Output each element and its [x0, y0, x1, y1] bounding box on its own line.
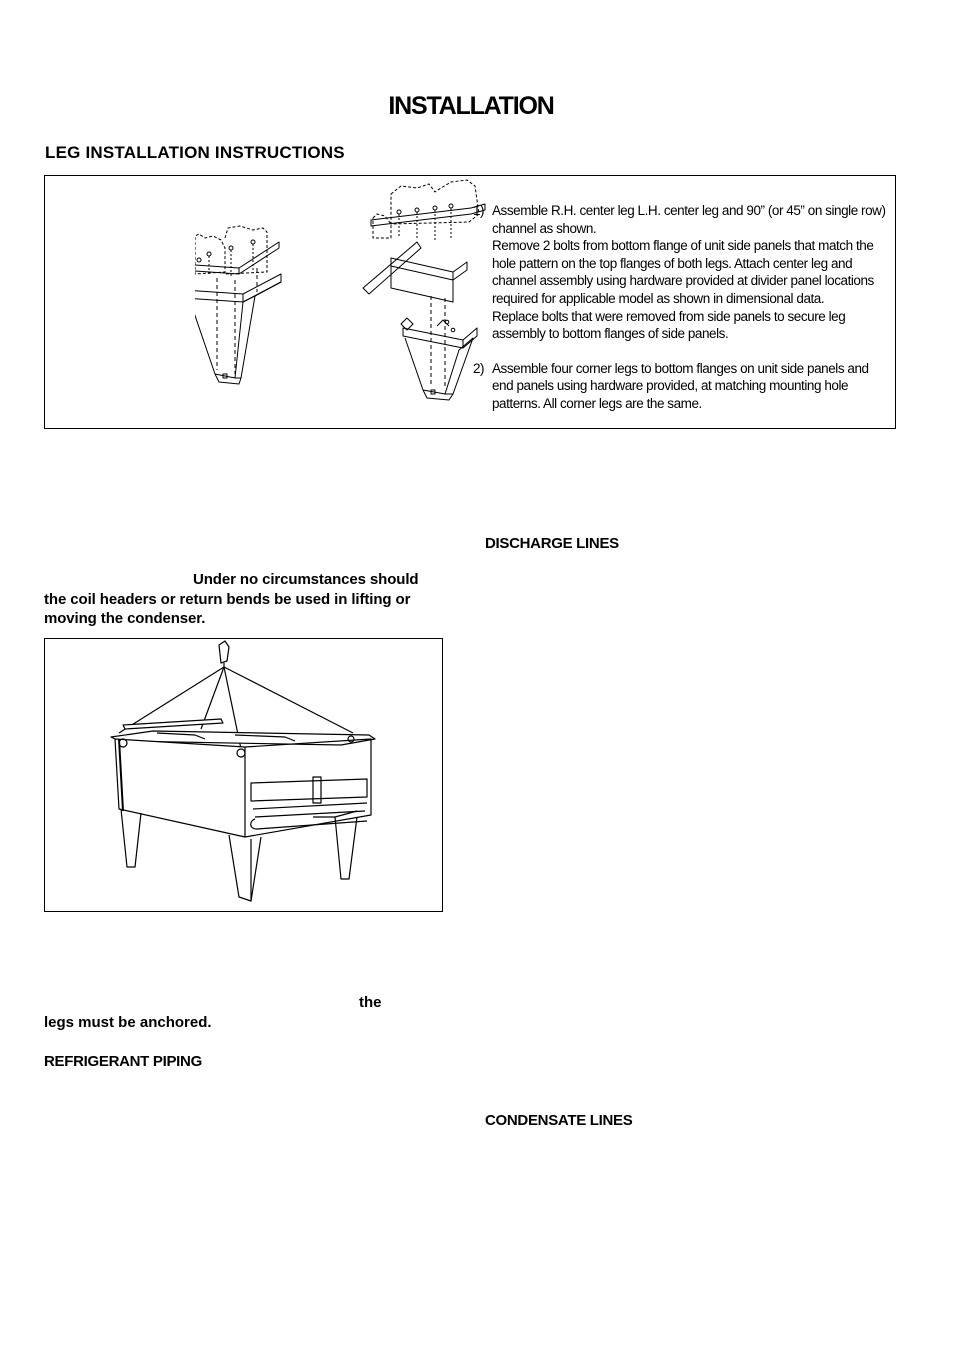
leg-installation-heading: LEG INSTALLATION INSTRUCTIONS: [45, 143, 345, 162]
step-text: Replace bolts that were removed from side panels to secure leg assembly to bottom flanges of side panels.: [492, 308, 846, 342]
lifting-warning-rest: the coil headers or return bends be used in lifting or moving the condenser.: [44, 590, 411, 627]
condensate-lines-heading: CONDENSATE LINES: [485, 1112, 633, 1129]
instruction-step-1: [473, 202, 891, 343]
leg-instructions: [473, 202, 891, 430]
instruction-step-2: [473, 360, 891, 413]
lifting-figure: [44, 638, 443, 912]
step-number: 2): [473, 360, 485, 376]
anchoring-text-part-1: the: [359, 994, 382, 1011]
condenser-lifting-illustration: [45, 639, 443, 912]
leg-assembly-diagram: [195, 178, 495, 428]
step-text: Remove 2 bolts from bottom flange of unit side panels that match the hole pattern on the top flanges of both legs. Attach center leg and channel assembly using hardware provided at divider panel locations required for applicable model as shown in dimensional data.: [492, 238, 874, 306]
page-title: INSTALLATION: [388, 92, 554, 120]
lifting-warning: [44, 570, 449, 629]
discharge-lines-heading: DISCHARGE LINES: [485, 535, 619, 552]
lifting-warning-line-1: Under no circumstances should: [193, 571, 419, 588]
corner-leg-drawing: [195, 226, 281, 384]
refrigerant-piping-heading: REFRIGERANT PIPING: [44, 1053, 202, 1070]
center-leg-drawing: [363, 180, 485, 400]
step-text: Assemble R.H. center leg L.H. center leg and 90” (or 45” on single row) channel as shown.: [492, 203, 886, 236]
step-text: Assemble four corner legs to bottom flanges on unit side panels and end panels using hardware provided, at matching mounting hole patterns. All corner legs are the same.: [492, 360, 869, 411]
anchoring-text-part-2: legs must be anchored.: [44, 1014, 212, 1031]
leg-installation-panel: [44, 175, 896, 429]
step-number: 1): [473, 203, 485, 218]
